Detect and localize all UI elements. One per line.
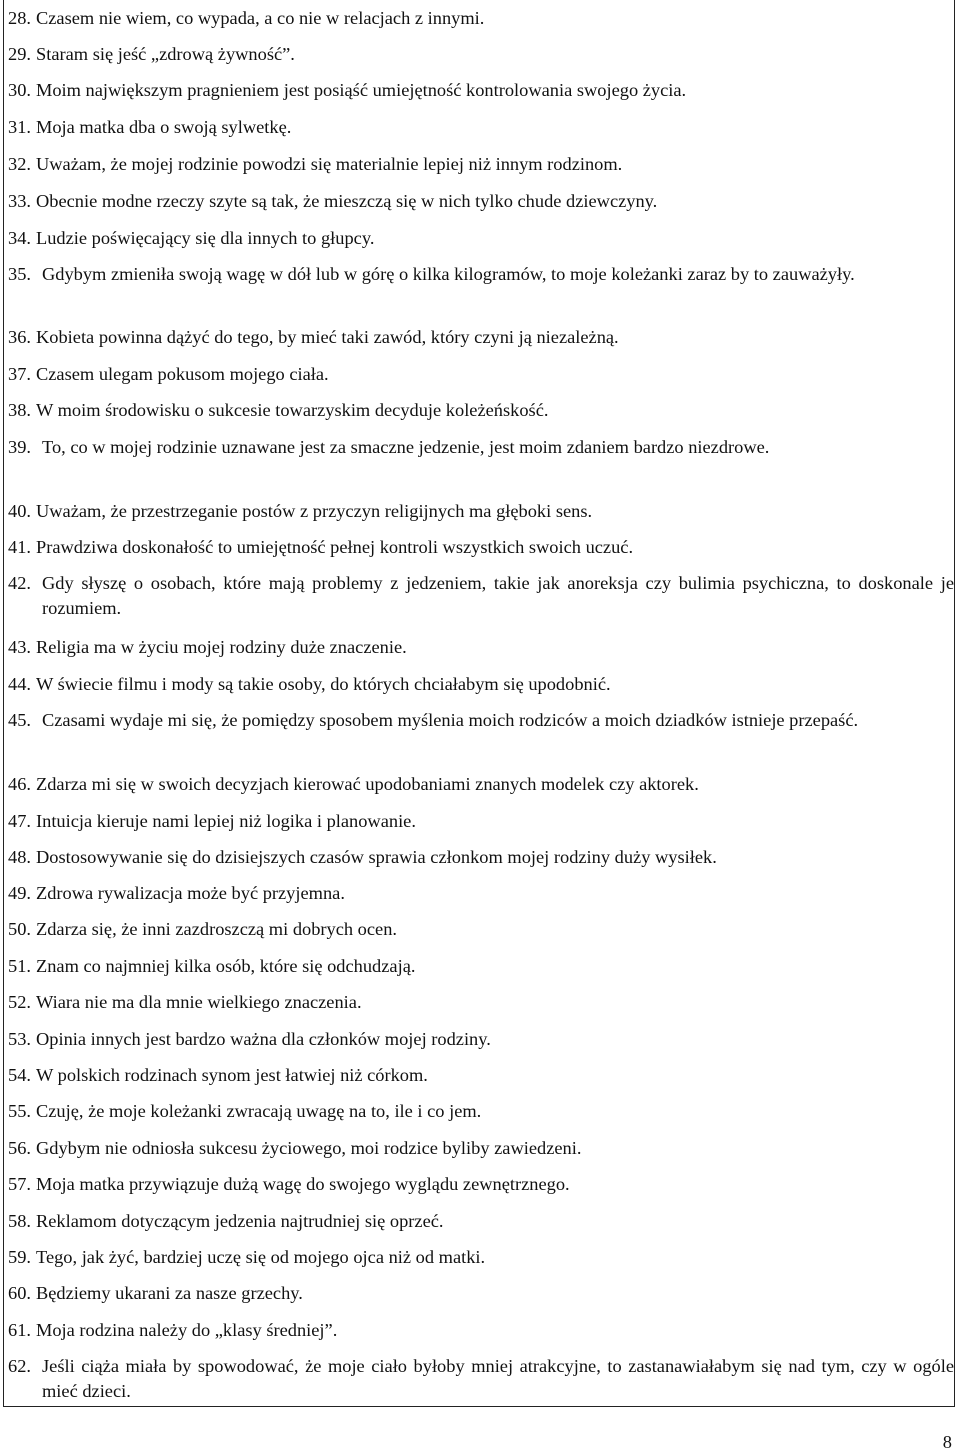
item-text: W świecie filmu i mody są takie osoby, do których chciałabym się upodobnić.	[36, 674, 611, 694]
list-item	[8, 672, 954, 697]
list-item	[8, 362, 954, 387]
list-item	[8, 1281, 954, 1306]
item-number: 33.	[8, 191, 31, 211]
list-item	[8, 809, 954, 834]
item-number: 36.	[8, 327, 31, 347]
item-number: 45.	[8, 710, 31, 730]
item-number: 54.	[8, 1065, 31, 1085]
item-text: Zdarza się, że inni zazdroszczą mi dobrych ocen.	[36, 919, 397, 939]
item-text: Znam co najmniej kilka osób, które się odchudzają.	[36, 956, 416, 976]
item-text: Czasem ulegam pokusom mojego ciała.	[36, 364, 329, 384]
item-text: Czasami wydaje mi się, że pomiędzy sposobem myślenia moich rodziców a moich dziadków istnieje przepaść.	[42, 710, 859, 730]
item-number: 58.	[8, 1211, 31, 1231]
list-item	[8, 189, 954, 214]
list-item	[8, 1209, 954, 1234]
item-text: Moja matka dba o swoją sylwetkę.	[36, 117, 292, 137]
list-item	[8, 262, 954, 287]
item-number: 32.	[8, 154, 31, 174]
list-item	[8, 226, 954, 251]
item-number: 56.	[8, 1138, 31, 1158]
list-item	[8, 152, 954, 177]
list-item	[8, 115, 954, 140]
item-number: 31.	[8, 117, 31, 137]
item-text: Moim największym pragnieniem jest posiąść umiejętność kontrolowania swojego życia.	[36, 80, 687, 100]
item-number: 60.	[8, 1283, 31, 1303]
item-number: 38.	[8, 400, 31, 420]
list-item	[8, 708, 954, 733]
item-number: 44.	[8, 674, 31, 694]
list-item	[8, 990, 954, 1015]
list-item	[8, 571, 954, 621]
item-text: Uważam, że mojej rodzinie powodzi się materialnie lepiej niż innym rodzinom.	[36, 154, 623, 174]
list-item	[8, 398, 954, 423]
list-item	[8, 1245, 954, 1270]
item-text: Kobieta powinna dążyć do tego, by mieć taki zawód, który czyni ją niezależną.	[36, 327, 619, 347]
list-item	[8, 78, 954, 103]
item-number: 61.	[8, 1320, 31, 1340]
item-number: 55.	[8, 1101, 31, 1121]
item-number: 34.	[8, 228, 31, 248]
item-text: Czasem nie wiem, co wypada, a co nie w relacjach z innymi.	[36, 8, 485, 28]
item-text: Gdybym nie odniosła sukcesu życiowego, moi rodzice byliby zawiedzeni.	[36, 1138, 582, 1158]
list-item	[8, 1063, 954, 1088]
item-text: Staram się jeść „zdrową żywność”.	[36, 44, 295, 64]
item-text: Obecnie modne rzeczy szyte są tak, że mieszczą się w nich tylko chude dziewczyny.	[36, 191, 658, 211]
item-number: 41.	[8, 537, 31, 557]
item-text: Zdarza mi się w swoich decyzjach kierować upodobaniami znanych modelek czy aktorek.	[36, 774, 699, 794]
item-text: Gdy słyszę o osobach, które mają problemy z jedzeniem, takie jak anoreksja czy bulimia psychiczna, to doskonale je rozumiem.	[42, 573, 954, 618]
item-text: Czuję, że moje koleżanki zwracają uwagę na to, ile i co jem.	[36, 1101, 482, 1121]
item-text: Opinia innych jest bardzo ważna dla członków mojej rodziny.	[36, 1029, 491, 1049]
item-number: 39.	[8, 437, 31, 457]
list-item	[8, 1172, 954, 1197]
item-text: Wiara nie ma dla mnie wielkiego znaczenia.	[36, 992, 362, 1012]
list-item	[8, 535, 954, 560]
item-text: Zdrowa rywalizacja może być przyjemna.	[36, 883, 345, 903]
item-text: Będziemy ukarani za nasze grzechy.	[36, 1283, 303, 1303]
item-text: Moja rodzina należy do „klasy średniej”.	[36, 1320, 338, 1340]
item-text: W polskich rodzinach synom jest łatwiej niż córkom.	[36, 1065, 428, 1085]
item-text: Gdybym zmieniła swoją wagę w dół lub w górę o kilka kilogramów, to moje koleżanki zaraz by to zauważyły.	[42, 264, 855, 284]
item-text: Dostosowywanie się do dzisiejszych czasów sprawia członkom mojej rodziny duży wysiłek.	[36, 847, 717, 867]
item-text: Jeśli ciąża miała by spowodować, że moje ciało byłoby mniej atrakcyjne, to zastanawiałabym się nad tym, czy w ogóle mieć dzieci.	[42, 1356, 954, 1401]
item-number: 52.	[8, 992, 31, 1012]
list-item	[8, 845, 954, 870]
item-text: Prawdziwa doskonałość to umiejętność pełnej kontroli wszystkich swoich uczuć.	[36, 537, 634, 557]
list-item	[8, 42, 954, 67]
item-number: 49.	[8, 883, 31, 903]
item-number: 47.	[8, 811, 31, 831]
item-text: Intuicja kieruje nami lepiej niż logika i planowanie.	[36, 811, 416, 831]
item-text: Uważam, że przestrzeganie postów z przyczyn religijnych ma głęboki sens.	[36, 501, 593, 521]
item-number: 28.	[8, 8, 31, 28]
list-item	[8, 499, 954, 524]
item-number: 51.	[8, 956, 31, 976]
item-text: Moja matka przywiązuje dużą wagę do swojego wyglądu zewnętrznego.	[36, 1174, 570, 1194]
page-number: 8	[942, 1432, 952, 1452]
item-number: 53.	[8, 1029, 31, 1049]
item-text: Ludzie poświęcający się dla innych to głupcy.	[36, 228, 375, 248]
list-item	[8, 917, 954, 942]
item-number: 37.	[8, 364, 31, 384]
list-item	[8, 1136, 954, 1161]
item-number: 50.	[8, 919, 31, 939]
item-number: 57.	[8, 1174, 31, 1194]
list-item	[8, 881, 954, 906]
list-item	[8, 325, 954, 350]
item-text: Tego, jak żyć, bardziej uczę się od mojego ojca niż od matki.	[36, 1247, 486, 1267]
item-number: 40.	[8, 501, 31, 521]
item-text: To, co w mojej rodzinie uznawane jest za smaczne jedzenie, jest moim zdaniem bardzo niezdrowe.	[42, 437, 770, 457]
item-number: 48.	[8, 847, 31, 867]
list-item	[8, 435, 954, 460]
item-number: 46.	[8, 774, 31, 794]
list-item	[8, 954, 954, 979]
item-text: Religia ma w życiu mojej rodziny duże znaczenie.	[36, 637, 407, 657]
list-item	[8, 1318, 954, 1343]
list-item	[8, 635, 954, 660]
list-item	[8, 6, 954, 31]
item-number: 35.	[8, 264, 31, 284]
list-item	[8, 772, 954, 797]
item-number: 30.	[8, 80, 31, 100]
item-text: Reklamom dotyczącym jedzenia najtrudniej się oprzeć.	[36, 1211, 444, 1231]
item-text: W moim środowisku o sukcesie towarzyskim decyduje koleżeńskość.	[36, 400, 549, 420]
item-number: 43.	[8, 637, 31, 657]
list-item	[8, 1099, 954, 1124]
list-item	[8, 1354, 954, 1404]
item-number: 42.	[8, 573, 31, 593]
item-number: 59.	[8, 1247, 31, 1267]
item-number: 29.	[8, 44, 31, 64]
item-number: 62.	[8, 1356, 31, 1376]
list-item	[8, 1027, 954, 1052]
